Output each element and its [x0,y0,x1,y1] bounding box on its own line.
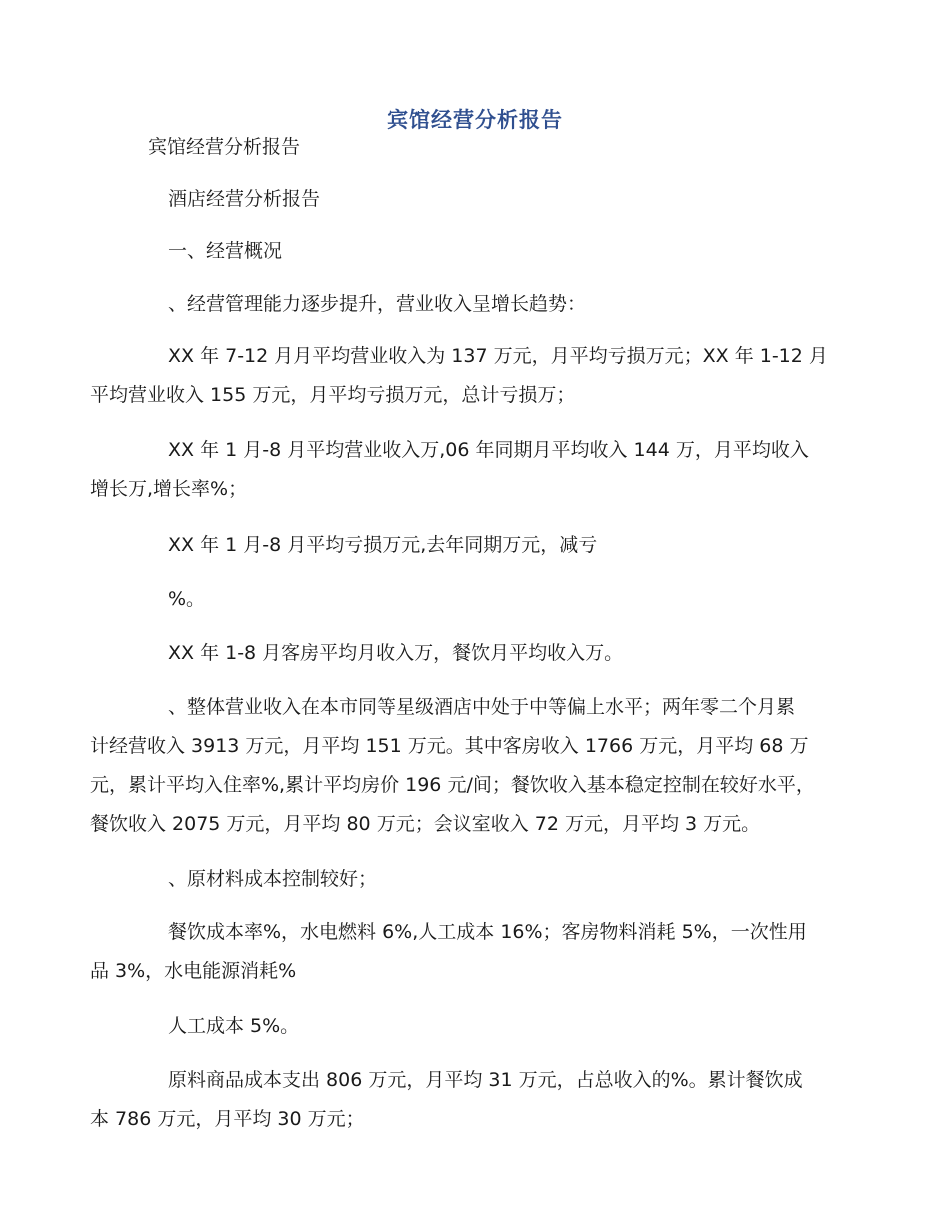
paragraph-line: 平均营业收入 155 万元，月平均亏损万元，总计亏损万； [90,384,576,406]
paragraph-line: XX 年 1 月-8 月平均营业收入万,06 年同期月平均收入 144 万，月平均收入 [168,439,809,461]
paragraph-line: 、整体营业收入在本市同等星级酒店中处于中等偏上水平；两年零二个月累 [168,696,796,718]
paragraph-line: 原料商品成本支出 806 万元，月平均 31 万元，占总收入的%。累计餐饮成 [168,1069,803,1091]
paragraph-line: %。 [168,588,206,610]
paragraph-line: 元，累计平均入住率%,累计平均房价 196 元/间；餐饮收入基本稳定控制在较好水平， [90,774,815,796]
paragraph-line: 餐饮成本率%，水电燃料 6%,人工成本 16%；客房物料消耗 5%，一次性用 [168,921,807,943]
section-heading: 一、经营概况 [168,240,283,262]
paragraph-line: 、经营管理能力逐步提升，营业收入呈增长趋势： [168,293,587,315]
paragraph-line: XX 年 7-12 月月平均营业收入为 137 万元，月平均亏损万元；XX 年 1-12 月 [168,345,828,367]
report-heading: 酒店经营分析报告 [168,188,321,210]
paragraph-line: XX 年 1 月-8 月平均亏损万元,去年同期万元，减亏 [168,534,598,556]
paragraph-line: 品 3%，水电能源消耗% [90,960,297,982]
paragraph-line: 计经营收入 3913 万元，月平均 151 万元。其中客房收入 1766 万元，月平均 68 万 [90,735,809,757]
subtitle-line: 宾馆经营分析报告 [148,136,301,158]
document-title: 宾馆经营分析报告 [387,108,563,132]
paragraph-line: 本 786 万元，月平均 30 万元； [90,1108,365,1130]
paragraph-line: 餐饮收入 2075 万元，月平均 80 万元；会议室收入 72 万元，月平均 3 万元。 [90,813,761,835]
paragraph-line: 、原材料成本控制较好； [168,868,378,890]
paragraph-line: 增长万,增长率%； [90,478,248,500]
paragraph-line: 人工成本 5%。 [168,1015,300,1037]
paragraph-line: XX 年 1-8 月客房平均月收入万，餐饮月平均收入万。 [168,642,624,664]
